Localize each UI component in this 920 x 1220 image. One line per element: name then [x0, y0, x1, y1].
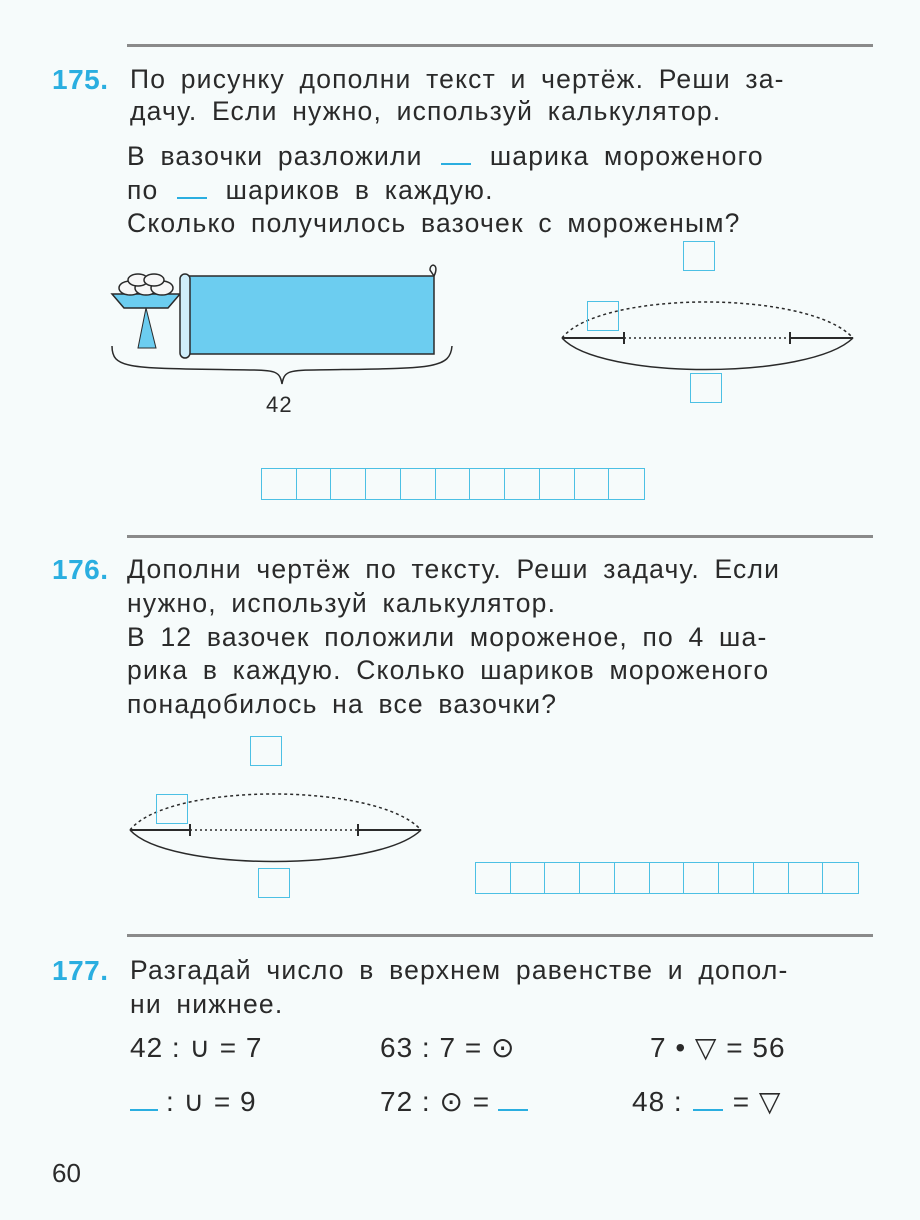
lower-arc	[562, 338, 853, 370]
answer-cell[interactable]	[650, 863, 685, 893]
divider-177	[127, 934, 873, 937]
answer-cell[interactable]	[754, 863, 789, 893]
answer-cell[interactable]	[580, 863, 615, 893]
answer-cell[interactable]	[615, 863, 650, 893]
scroll-curl-right	[430, 265, 436, 276]
equation-5-blank[interactable]	[498, 1109, 528, 1111]
answer-cell[interactable]	[470, 469, 505, 499]
answer-cell[interactable]	[575, 469, 610, 499]
equation-6-end: = ▽	[732, 1086, 782, 1117]
answer-cell[interactable]	[366, 469, 401, 499]
task-176-line-5: понадобилось на все вазочки?	[127, 689, 558, 719]
answer-cell[interactable]	[401, 469, 436, 499]
task-175-text-d: шариков в каждую.	[225, 175, 494, 205]
answer-box-segment[interactable]	[587, 301, 619, 331]
answer-cell[interactable]	[262, 469, 297, 499]
task-175-text-line-2	[127, 175, 494, 206]
answer-cells-175[interactable]	[261, 468, 645, 500]
task-176-line-2: нужно, используй калькулятор.	[127, 588, 557, 618]
answer-cell[interactable]	[823, 863, 858, 893]
task-175-text-c: по	[127, 175, 159, 205]
task-177-line-2: ни нижнее.	[130, 989, 284, 1019]
answer-cell[interactable]	[609, 469, 644, 499]
answer-cell[interactable]	[331, 469, 366, 499]
task-176-number: 176.	[52, 554, 109, 585]
equation-6	[632, 1085, 781, 1118]
task-175-text-a: В вазочки разложили	[127, 141, 423, 171]
answer-cell[interactable]	[511, 863, 546, 893]
equation-5	[380, 1085, 532, 1118]
scroll-roll-left	[180, 274, 190, 358]
answer-box-top-176[interactable]	[250, 736, 282, 766]
answer-cells-176[interactable]	[475, 862, 859, 894]
answer-box-top[interactable]	[683, 241, 715, 271]
answer-cell[interactable]	[436, 469, 471, 499]
answer-box-segment-176[interactable]	[156, 794, 188, 824]
divider-176	[127, 535, 873, 538]
answer-cell[interactable]	[789, 863, 824, 893]
equation-6-blank[interactable]	[693, 1109, 723, 1111]
task-175-number: 175.	[52, 64, 109, 95]
equation-2: 63 : 7 = ⊙	[380, 1032, 516, 1063]
vase-bowl	[112, 294, 180, 308]
task-177-number: 177.	[52, 955, 109, 986]
equation-1: 42 : ∪ = 7	[130, 1032, 263, 1063]
answer-cell[interactable]	[297, 469, 332, 499]
lower-arc	[130, 830, 421, 862]
equation-4	[130, 1085, 257, 1118]
task-175-illustration	[100, 260, 460, 410]
task-176-arc-diagram	[128, 772, 428, 882]
task-175-text-b: шарика мороженого	[489, 141, 764, 171]
answer-cell[interactable]	[505, 469, 540, 499]
task-175-line-1: По рисунку дополни текст и чертёж. Реши за-	[130, 64, 785, 94]
task-176-line-3: В 12 вазочек положили мороженое, по 4 ша-	[127, 622, 768, 652]
answer-cell[interactable]	[719, 863, 754, 893]
answer-box-bottom[interactable]	[690, 373, 722, 403]
equation-3: 7 • ▽ = 56	[650, 1032, 786, 1063]
task-175-text-line-1	[127, 141, 764, 172]
brace-label: 42	[266, 392, 293, 417]
scroll-body	[184, 276, 434, 354]
task-175-blank-balls[interactable]	[441, 163, 471, 165]
top-divider	[127, 44, 873, 47]
ice-cream-ball	[144, 274, 164, 286]
answer-cell[interactable]	[684, 863, 719, 893]
task-175-blank-per-vase[interactable]	[177, 197, 207, 199]
equation-4-blank[interactable]	[130, 1109, 158, 1111]
task-175-line-2: дачу. Если нужно, используй калькулятор.	[130, 96, 722, 126]
equation-5-start: 72 : ⊙ =	[380, 1086, 491, 1117]
answer-cell[interactable]	[540, 469, 575, 499]
vase-stem	[138, 308, 156, 348]
task-176-line-1: Дополни чертёж по тексту. Реши задачу. Если	[127, 554, 781, 584]
equation-6-start: 48 :	[632, 1086, 683, 1117]
answer-cell[interactable]	[545, 863, 580, 893]
answer-box-bottom-176[interactable]	[258, 868, 290, 898]
task-176-line-4: рика в каждую. Сколько шариков мороженого	[127, 655, 770, 685]
equation-4-rest: : ∪ = 9	[166, 1086, 257, 1117]
task-177-line-1: Разгадай число в верхнем равенстве и допол-	[130, 955, 789, 985]
answer-cell[interactable]	[476, 863, 511, 893]
task-175-question: Сколько получилось вазочек с мороженым?	[127, 208, 741, 238]
page-number: 60	[52, 1158, 81, 1188]
